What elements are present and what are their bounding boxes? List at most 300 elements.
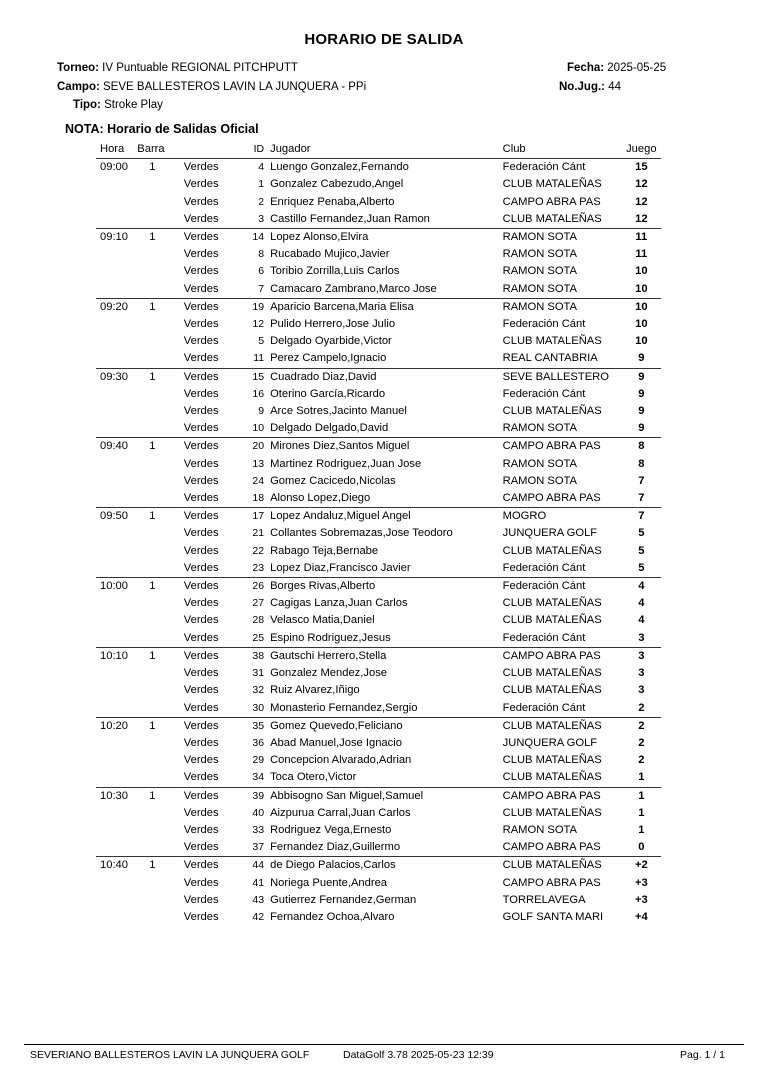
table-row	[96, 438, 661, 456]
id-cell: 43	[252, 893, 265, 906]
barra-cell: 1	[137, 368, 184, 386]
club-cell: CLUB MATALEÑAS	[502, 212, 602, 225]
tee-cell: Verdes	[184, 787, 238, 805]
jugador-cell: Borges Rivas,Alberto	[270, 578, 497, 596]
tipo-value: Stroke Play	[104, 99, 163, 111]
campo-line	[57, 81, 366, 93]
hora-cell: 10:40	[96, 857, 137, 875]
jugador-cell: Mirones Diez,Santos Miguel	[270, 438, 497, 456]
jugador-cell: Pulido Herrero,Jose Julio	[270, 318, 396, 331]
hora-cell	[96, 403, 137, 420]
jugador-cell: Gonzalez Mendez,Jose	[270, 667, 388, 680]
jugador-cell: Velasco Matia,Daniel	[270, 614, 375, 627]
club-cell: CLUB MATALEÑAS	[502, 544, 602, 557]
id-cell: 17	[238, 508, 270, 526]
id-cell: 44	[238, 857, 270, 875]
jugador-cell: Collantes Sobremazas,Jose Teodoro	[270, 527, 453, 540]
jugador-cell: Gomez Quevedo,Feliciano	[270, 717, 497, 735]
id-cell: 36	[252, 736, 265, 749]
tee-cell: Verdes	[183, 457, 219, 470]
juego-cell: 10	[622, 298, 661, 316]
tee-cell: Verdes	[184, 159, 238, 177]
tee-cell: Verdes	[183, 474, 219, 487]
club-cell: CLUB MATALEÑAS	[502, 754, 602, 767]
hora-cell: 10:20	[96, 717, 137, 735]
table-row	[96, 473, 661, 490]
tee-cell: Verdes	[184, 508, 238, 526]
id-cell: 18	[252, 492, 265, 505]
barra-cell	[137, 194, 184, 211]
juego-cell: 3	[622, 647, 661, 665]
tipo-line	[73, 99, 163, 111]
club-cell: CAMPO ABRA PAS	[497, 787, 622, 805]
hora-cell	[96, 630, 137, 648]
tee-cell: Verdes	[183, 282, 219, 295]
id-cell: 23	[252, 561, 265, 574]
id-cell: 10	[252, 422, 265, 435]
torneo-line	[57, 62, 298, 74]
juego-cell: 2	[638, 754, 645, 767]
tee-cell: Verdes	[184, 438, 238, 456]
jugador-cell: Rucabado Mujico,Javier	[270, 248, 390, 261]
barra-cell: 1	[137, 508, 184, 526]
tee-cell: Verdes	[183, 893, 219, 906]
tee-cell: Verdes	[183, 771, 219, 784]
jugador-cell: Fernandez Ochoa,Alvaro	[270, 910, 395, 923]
table-row	[96, 909, 661, 926]
juego-cell: 9	[638, 387, 645, 400]
club-cell: CAMPO ABRA PAS	[502, 492, 601, 505]
tee-cell: Verdes	[183, 736, 219, 749]
id-cell: 19	[238, 298, 270, 316]
table-row	[96, 246, 661, 263]
hora-cell	[96, 875, 137, 892]
id-cell: 3	[258, 212, 265, 225]
barra-cell	[137, 333, 184, 350]
juego-cell: 3	[638, 684, 645, 697]
juego-cell: 10	[635, 318, 648, 331]
barra-cell	[137, 595, 184, 612]
club-cell: CAMPO ABRA PAS	[497, 647, 622, 665]
col-tee	[184, 141, 238, 159]
juego-cell: 1	[638, 771, 645, 784]
club-cell: CLUB MATALEÑAS	[502, 614, 602, 627]
juego-cell: 2	[638, 736, 645, 749]
table-row	[96, 769, 661, 787]
jugador-cell: Alonso Lopez,Diego	[270, 492, 371, 505]
col-juego: Juego	[626, 143, 657, 155]
id-cell: 28	[252, 614, 265, 627]
hora-cell	[96, 176, 137, 193]
juego-cell: 0	[638, 841, 645, 854]
club-cell: JUNQUERA GOLF	[502, 736, 598, 749]
table-header-row	[96, 141, 661, 159]
table-row	[96, 647, 661, 665]
tee-cell: Verdes	[184, 368, 238, 386]
club-cell: CLUB MATALEÑAS	[502, 667, 602, 680]
tee-cell: Verdes	[183, 823, 219, 836]
club-cell: SEVE BALLESTERO	[497, 368, 622, 386]
table-row	[96, 403, 661, 420]
club-cell: Federación Cánt	[497, 578, 622, 596]
juego-cell: 4	[638, 614, 645, 627]
fecha-line	[567, 62, 666, 74]
id-cell: 5	[258, 335, 265, 348]
club-cell: Federación Cánt	[502, 318, 586, 331]
hora-cell	[96, 420, 137, 438]
tee-cell: Verdes	[183, 841, 219, 854]
table-row	[96, 176, 661, 193]
tee-cell: Verdes	[183, 492, 219, 505]
hora-cell	[96, 595, 137, 612]
id-cell: 6	[258, 265, 265, 278]
jugador-cell: Fernandez Diaz,Guillermo	[270, 841, 401, 854]
table-row	[96, 229, 661, 247]
club-cell: CLUB MATALEÑAS	[502, 178, 602, 191]
jugador-cell: Toca Otero,Victor	[270, 771, 357, 784]
juego-cell: 7	[622, 508, 661, 526]
id-cell: 38	[238, 647, 270, 665]
jugador-cell: Concepcion Alvarado,Adrian	[270, 754, 412, 767]
hora-cell	[96, 194, 137, 211]
table-row	[96, 595, 661, 612]
hora-cell	[96, 525, 137, 542]
jugador-cell: Gutierrez Fernandez,German	[270, 893, 417, 906]
barra-cell	[137, 630, 184, 648]
juego-cell: 11	[622, 229, 661, 247]
table-row	[96, 159, 661, 177]
juego-cell: 4	[622, 578, 661, 596]
table-row	[96, 839, 661, 857]
col-hora: Hora	[100, 143, 125, 155]
jugador-cell: Gautschi Herrero,Stella	[270, 647, 497, 665]
table-row	[96, 490, 661, 508]
id-cell: 25	[252, 631, 265, 644]
campo-value: SEVE BALLESTEROS LAVIN LA JUNQUERA - PPi	[103, 81, 367, 93]
id-cell: 8	[258, 248, 265, 261]
club-cell: RAMON SOTA	[502, 422, 578, 435]
tee-cell: Verdes	[183, 667, 219, 680]
hora-cell	[96, 752, 137, 769]
jugador-cell: Noriega Puente,Andrea	[270, 876, 388, 889]
jugador-cell: Oterino García,Ricardo	[270, 387, 386, 400]
jugador-cell: Castillo Fernandez,Juan Ramon	[270, 212, 430, 225]
club-cell: MOGRO	[497, 508, 622, 526]
table-row	[96, 298, 661, 316]
barra-cell: 1	[137, 647, 184, 665]
juego-cell: 10	[635, 282, 648, 295]
id-cell: 14	[238, 229, 270, 247]
table-row	[96, 333, 661, 350]
col-club: Club	[502, 143, 526, 155]
tee-cell: Verdes	[183, 335, 219, 348]
campo-label: Campo:	[57, 81, 100, 93]
jugador-cell: Aizpurua Carral,Juan Carlos	[270, 806, 411, 819]
hora-cell	[96, 612, 137, 629]
table-row	[96, 717, 661, 735]
table-row	[96, 578, 661, 596]
barra-cell	[137, 735, 184, 752]
jugador-cell: Camacaro Zambrano,Marco Jose	[270, 282, 437, 295]
barra-cell	[137, 543, 184, 560]
table-row	[96, 630, 661, 648]
club-cell: CLUB MATALEÑAS	[497, 717, 622, 735]
id-cell: 1	[258, 178, 265, 191]
tee-cell: Verdes	[184, 578, 238, 596]
club-cell: Federación Cánt	[502, 631, 586, 644]
juego-cell: 3	[638, 631, 645, 644]
hora-cell	[96, 839, 137, 857]
club-cell: JUNQUERA GOLF	[502, 527, 598, 540]
barra-cell	[137, 892, 184, 909]
id-cell: 15	[238, 368, 270, 386]
jugador-cell: Enriquez Penaba,Alberto	[270, 195, 395, 208]
hora-cell: 09:00	[96, 159, 137, 177]
id-cell: 40	[252, 806, 265, 819]
hora-cell	[96, 490, 137, 508]
barra-cell	[137, 490, 184, 508]
tee-cell: Verdes	[183, 422, 219, 435]
club-cell: CLUB MATALEÑAS	[502, 405, 602, 418]
club-cell: Federación Cánt	[502, 561, 586, 574]
hora-cell	[96, 560, 137, 578]
juego-cell: 1	[638, 806, 645, 819]
tee-cell: Verdes	[184, 647, 238, 665]
tee-cell: Verdes	[183, 178, 219, 191]
barra-cell	[137, 211, 184, 229]
club-cell: Federación Cánt	[497, 159, 622, 177]
tee-cell: Verdes	[183, 405, 219, 418]
hora-cell	[96, 386, 137, 403]
jugador-cell: Aparicio Barcena,Maria Elisa	[270, 298, 497, 316]
barra-cell	[137, 875, 184, 892]
jugador-cell: Cagigas Lanza,Juan Carlos	[270, 597, 408, 610]
tee-cell: Verdes	[183, 876, 219, 889]
jugador-cell: Abbisogno San Miguel,Samuel	[270, 787, 497, 805]
table-row	[96, 508, 661, 526]
club-cell: CLUB MATALEÑAS	[502, 597, 602, 610]
jugador-cell: Rodriguez Vega,Ernesto	[270, 823, 392, 836]
juego-cell: +3	[634, 893, 648, 906]
id-cell: 34	[252, 771, 265, 784]
table-row	[96, 194, 661, 211]
club-cell: Federación Cánt	[502, 387, 586, 400]
club-cell: RAMON SOTA	[502, 265, 578, 278]
id-cell: 30	[252, 701, 265, 714]
hora-cell: 09:30	[96, 368, 137, 386]
torneo-value: IV Puntuable REGIONAL PITCHPUTT	[102, 62, 298, 74]
footer-software: DataGolf 3.78 2025-05-23 12:39	[343, 1049, 494, 1061]
juego-cell: +4	[634, 910, 648, 923]
barra-cell	[137, 456, 184, 473]
club-cell: RAMON SOTA	[502, 823, 578, 836]
id-cell: 13	[252, 457, 265, 470]
fecha-value: 2025-05-25	[607, 62, 667, 74]
tee-times-table	[96, 141, 661, 926]
footer-club: SEVERIANO BALLESTEROS LAVIN LA JUNQUERA GOLF	[30, 1049, 310, 1061]
club-cell: CAMPO ABRA PAS	[502, 876, 601, 889]
barra-cell: 1	[137, 717, 184, 735]
club-cell: GOLF SANTA MARI	[502, 910, 604, 923]
tee-cell: Verdes	[183, 265, 219, 278]
hora-cell	[96, 769, 137, 787]
tee-cell: Verdes	[183, 195, 219, 208]
hora-cell	[96, 665, 137, 682]
table-row	[96, 612, 661, 629]
barra-cell	[137, 752, 184, 769]
table-row	[96, 316, 661, 333]
id-cell: 4	[238, 159, 270, 177]
barra-cell: 1	[137, 159, 184, 177]
juego-cell: +2	[622, 857, 661, 875]
hora-cell	[96, 543, 137, 560]
hora-cell: 09:10	[96, 229, 137, 247]
juego-cell: 10	[635, 265, 648, 278]
hora-cell: 09:50	[96, 508, 137, 526]
table-row	[96, 386, 661, 403]
table-row	[96, 735, 661, 752]
club-cell: RAMON SOTA	[497, 298, 622, 316]
club-cell: RAMON SOTA	[502, 248, 578, 261]
nota-heading: NOTA: Horario de Salidas Oficial	[65, 122, 259, 136]
barra-cell	[137, 263, 184, 280]
page-title: HORARIO DE SALIDA	[304, 31, 464, 48]
juego-cell: 3	[638, 667, 645, 680]
barra-cell	[137, 769, 184, 787]
id-cell: 16	[252, 387, 265, 400]
club-cell: CLUB MATALEÑAS	[497, 857, 622, 875]
juego-cell: 9	[622, 368, 661, 386]
table-row	[96, 892, 661, 909]
table-row	[96, 805, 661, 822]
juego-cell: 8	[622, 438, 661, 456]
club-cell: REAL CANTABRIA	[502, 352, 598, 365]
table-row	[96, 682, 661, 699]
barra-cell: 1	[137, 229, 184, 247]
barra-cell	[137, 403, 184, 420]
table-row	[96, 368, 661, 386]
fecha-label: Fecha:	[567, 62, 605, 74]
barra-cell	[137, 350, 184, 368]
juego-cell: 5	[638, 561, 645, 574]
table-row	[96, 752, 661, 769]
jugador-cell: Rabago Teja,Bernabe	[270, 544, 379, 557]
juego-cell: +3	[634, 876, 648, 889]
hora-cell	[96, 909, 137, 926]
tee-cell: Verdes	[183, 527, 219, 540]
table-row	[96, 875, 661, 892]
juego-cell: 12	[635, 195, 648, 208]
hora-cell	[96, 805, 137, 822]
juego-cell: 8	[638, 457, 645, 470]
juego-cell: 9	[638, 405, 645, 418]
id-cell: 32	[252, 684, 265, 697]
tee-cell: Verdes	[184, 298, 238, 316]
id-cell: 39	[238, 787, 270, 805]
jugador-cell: Abad Manuel,Jose Ignacio	[270, 736, 402, 749]
jugador-cell: Luengo Gonzalez,Fernando	[270, 159, 497, 177]
nojug-line	[559, 81, 621, 93]
col-jugador: Jugador	[270, 143, 311, 155]
jugador-cell: Toribio Zorrilla,Luis Carlos	[270, 265, 400, 278]
tee-cell: Verdes	[183, 597, 219, 610]
hora-cell	[96, 456, 137, 473]
table-row	[96, 211, 661, 229]
barra-cell	[137, 805, 184, 822]
club-cell: RAMON SOTA	[502, 457, 578, 470]
tee-cell: Verdes	[183, 248, 219, 261]
juego-cell: 1	[638, 823, 645, 836]
hora-cell: 10:00	[96, 578, 137, 596]
jugador-cell: Gonzalez Cabezudo,Angel	[270, 178, 404, 191]
club-cell: TORRELAVEGA	[502, 893, 586, 906]
tee-cell: Verdes	[183, 387, 219, 400]
hora-cell	[96, 700, 137, 718]
hora-cell	[96, 473, 137, 490]
barra-cell	[137, 909, 184, 926]
jugador-cell: Ruiz Alvarez,Iñigo	[270, 684, 360, 697]
tee-cell: Verdes	[183, 561, 219, 574]
hora-cell: 10:30	[96, 787, 137, 805]
hora-cell	[96, 333, 137, 350]
tee-cell: Verdes	[183, 544, 219, 557]
tee-cell: Verdes	[183, 684, 219, 697]
id-cell: 11	[253, 352, 265, 365]
barra-cell	[137, 560, 184, 578]
tee-cell: Verdes	[183, 910, 219, 923]
hora-cell: 10:10	[96, 647, 137, 665]
barra-cell	[137, 682, 184, 699]
jugador-cell: Lopez Andaluz,Miguel Angel	[270, 508, 497, 526]
juego-cell: 10	[635, 335, 648, 348]
id-cell: 31	[252, 667, 265, 680]
barra-cell: 1	[137, 578, 184, 596]
club-cell: RAMON SOTA	[502, 474, 578, 487]
nojug-value: 44	[608, 81, 621, 93]
hora-cell: 09:40	[96, 438, 137, 456]
hora-cell	[96, 263, 137, 280]
club-cell: RAMON SOTA	[497, 229, 622, 247]
tee-cell: Verdes	[183, 701, 219, 714]
id-cell: 26	[238, 578, 270, 596]
id-cell: 35	[238, 717, 270, 735]
hora-cell	[96, 246, 137, 263]
club-cell: CLUB MATALEÑAS	[502, 806, 602, 819]
juego-cell: 7	[638, 474, 645, 487]
juego-cell: 11	[635, 248, 648, 261]
hora-cell	[96, 735, 137, 752]
hora-cell	[96, 682, 137, 699]
hora-cell: 09:20	[96, 298, 137, 316]
tee-cell: Verdes	[183, 614, 219, 627]
club-cell: CLUB MATALEÑAS	[502, 684, 602, 697]
tee-cell: Verdes	[183, 631, 219, 644]
barra-cell	[137, 700, 184, 718]
juego-cell: 2	[638, 701, 645, 714]
juego-cell: 4	[638, 597, 645, 610]
jugador-cell: Delgado Delgado,David	[270, 422, 389, 435]
table-row	[96, 700, 661, 718]
barra-cell	[137, 420, 184, 438]
table-row	[96, 787, 661, 805]
barra-cell: 1	[137, 298, 184, 316]
barra-cell	[137, 386, 184, 403]
id-cell: 22	[252, 544, 265, 557]
id-cell: 7	[258, 282, 265, 295]
jugador-cell: Delgado Oyarbide,Victor	[270, 335, 392, 348]
barra-cell	[137, 281, 184, 299]
torneo-label: Torneo:	[57, 62, 99, 74]
